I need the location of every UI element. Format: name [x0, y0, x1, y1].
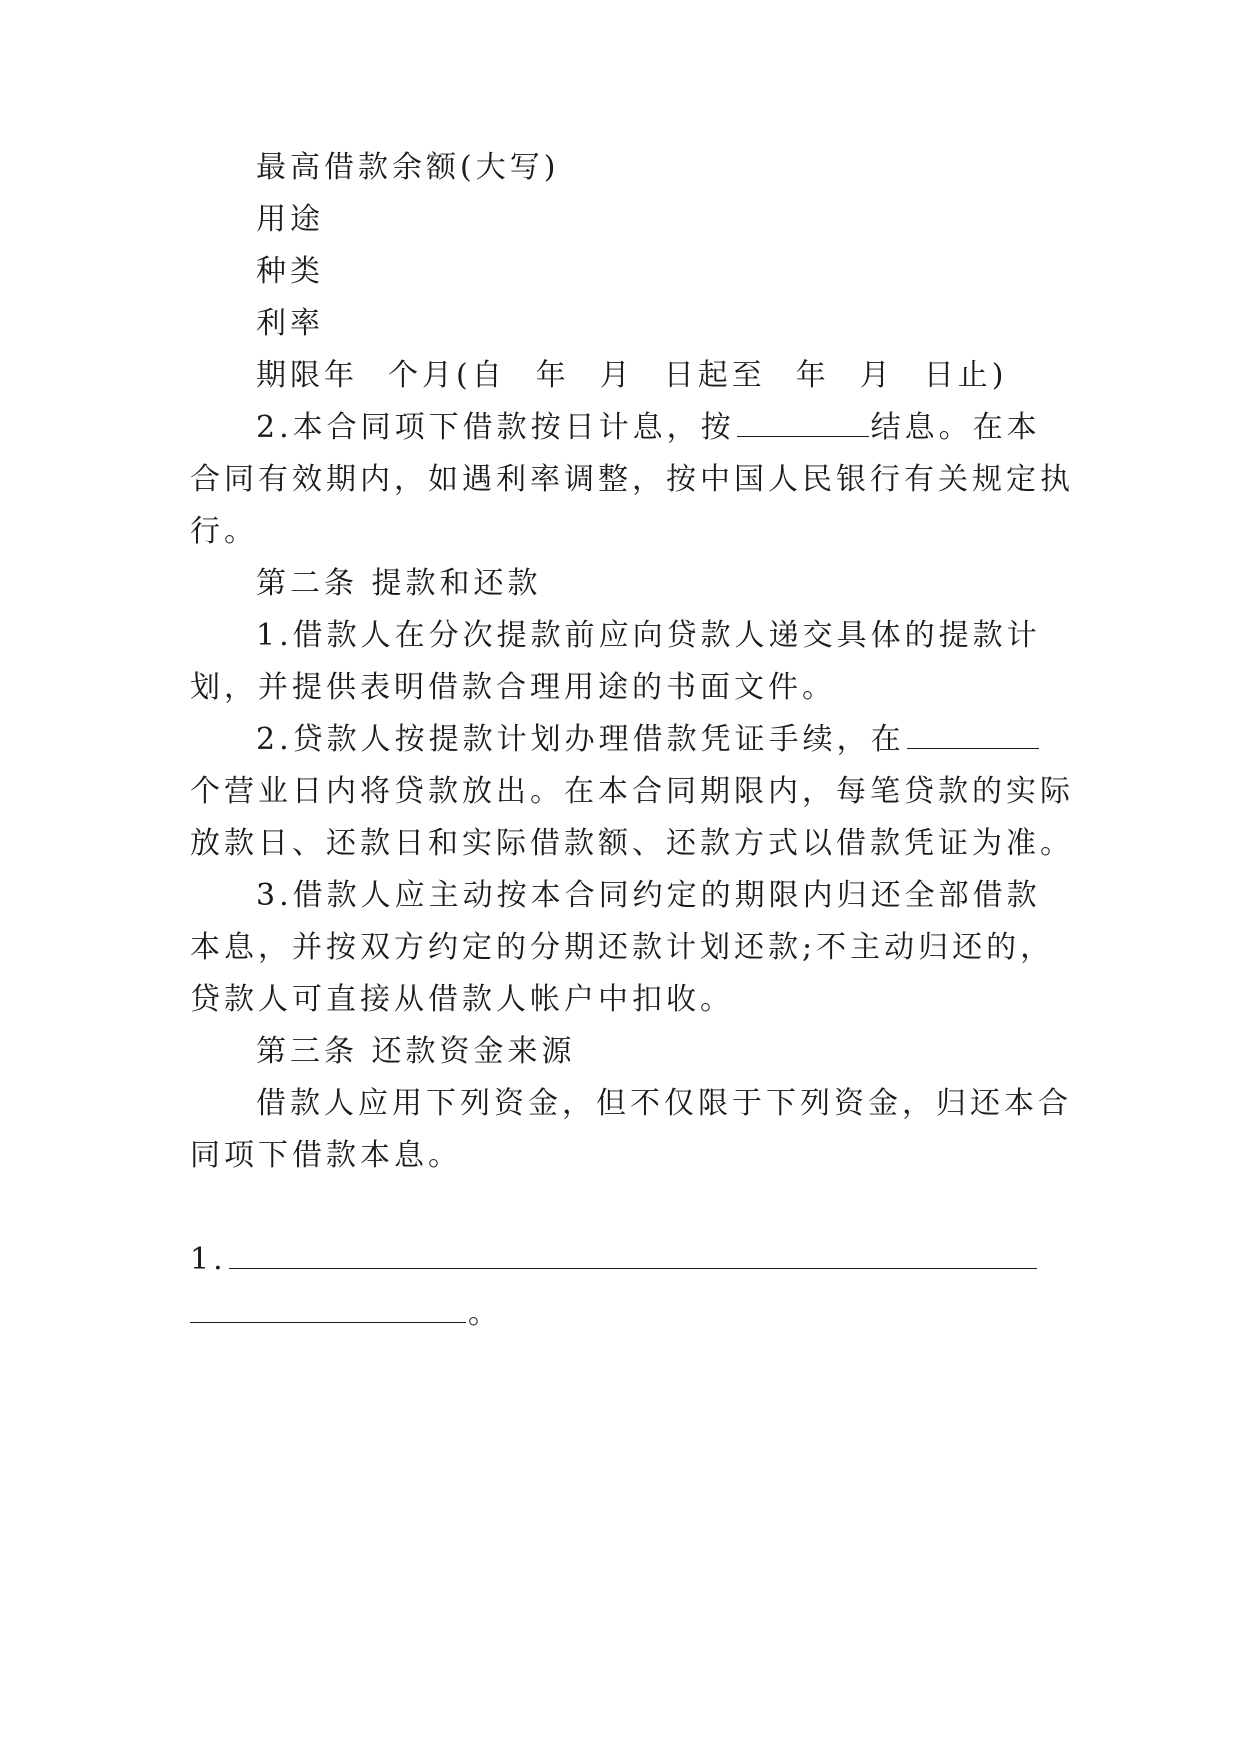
- term-part-1: 期限年: [256, 358, 358, 393]
- article-2-item-2-before-blank: 2.贷款人按提款计划办理借款凭证手续，在: [256, 722, 905, 757]
- term-part-3: 年: [535, 358, 570, 393]
- article-3-heading: 第三条 还款资金来源: [256, 1034, 576, 1069]
- purpose-label: 用途: [256, 202, 324, 237]
- article-2-heading: 第二条 提款和还款: [256, 566, 542, 601]
- interest-clause-line-2: 合同有效期内，如遇利率调整，按中国人民银行有关规定执: [190, 462, 1074, 497]
- article-3-item-1-line-1: [190, 1240, 1070, 1280]
- article-2-item-2-line-3: 放款日、还款日和实际借款额、还款方式以借款凭证为准。: [190, 826, 1074, 861]
- article-3-intro-line-1: 借款人应用下列资金，但不仅限于下列资金，归还本合: [256, 1086, 1072, 1121]
- max-balance-label: 最高借款余额(大写): [256, 150, 560, 185]
- rate-label: 利率: [256, 306, 324, 341]
- term-part-4: 月: [599, 358, 634, 393]
- article-3-item-1-number: 1.: [190, 1242, 227, 1277]
- settlement-blank: [737, 408, 869, 437]
- business-days-blank: [907, 720, 1039, 749]
- article-2-item-1-line-1: 1.借款人在分次提款前应向贷款人递交具体的提款计: [256, 618, 1041, 653]
- article-2-item-3-line-1: 3.借款人应主动按本合同约定的期限内归还全部借款: [256, 878, 1041, 913]
- term-line: [256, 356, 1070, 396]
- article-2-item-1-line-2: 划，并提供表明借款合理用途的书面文件。: [190, 670, 836, 705]
- article-3-item-1-end: 。: [468, 1296, 502, 1331]
- article-3-intro-line-2: 同项下借款本息。: [190, 1138, 462, 1173]
- interest-clause-line-3: 行。: [190, 514, 258, 549]
- term-part-8: 日止): [923, 358, 1008, 393]
- article-2-item-2-line-2: 个营业日内将贷款放出。在本合同期限内，每笔贷款的实际: [190, 774, 1074, 809]
- article-3-item-1-line-2: [190, 1294, 1070, 1334]
- funding-source-blank-2: [190, 1294, 466, 1323]
- interest-clause-before-blank: 2.本合同项下借款按日计息，按: [256, 410, 735, 445]
- article-2-item-2-line-1: [256, 720, 1070, 760]
- interest-clause-line-1: [256, 408, 1070, 448]
- term-part-5: 日起至: [663, 358, 766, 393]
- term-part-2: 个月(自: [388, 358, 506, 393]
- term-part-7: 月: [859, 358, 894, 393]
- article-2-item-3-line-3: 贷款人可直接从借款人帐户中扣收。: [190, 982, 734, 1017]
- funding-source-blank-1: [229, 1240, 1037, 1269]
- type-label: 种类: [256, 254, 324, 289]
- article-2-item-3-line-2: 本息，并按双方约定的分期还款计划还款;不主动归还的，: [190, 930, 1055, 965]
- interest-clause-after-blank: 结息。在本: [870, 410, 1041, 445]
- term-part-6: 年: [795, 358, 830, 393]
